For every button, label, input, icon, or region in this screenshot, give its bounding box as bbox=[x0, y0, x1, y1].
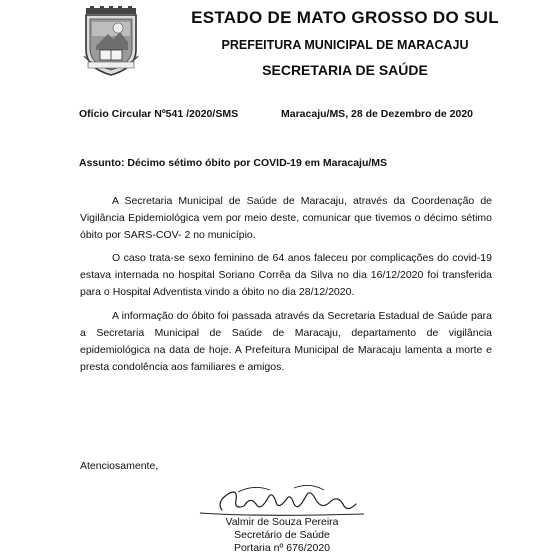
city-hall-heading: PREFEITURA MUNICIPAL DE MARACAJU bbox=[221, 38, 469, 52]
place-date: Maracaju/MS, 28 de Dezembro de 2020 bbox=[281, 108, 473, 120]
subject-line: Assunto: Décimo sétimo óbito por COVID-19 em Maracaju/MS bbox=[79, 157, 388, 169]
coat-of-arms-icon bbox=[82, 6, 140, 76]
department-heading: SECRETARIA DE SAÚDE bbox=[262, 62, 428, 78]
signer-ordinance: Portaria nº 676/2020 bbox=[233, 542, 331, 554]
signer-name: Valmir de Souza Pereira bbox=[225, 516, 339, 528]
closing-salutation: Atenciosamente, bbox=[80, 460, 159, 472]
body-paragraph-1: A Secretaria Municipal de Saúde de Maracaju, através da Coordenação de Vigilância Epidemiológica vem por meio deste, comunicar que tivemos o décimo sétimo óbito por SARS-COV- 2 no município. bbox=[80, 195, 492, 241]
document-number: Ofício Circular Nº541 /2020/SMS bbox=[79, 108, 239, 120]
body-paragraph-3: A informação do óbito foi passada através da Secretaria Estadual de Saúde para a Secretaria Municipal de Saúde de Maracaju, departamento de vigilância epidemiológica na data de hoje. A Prefeitura Municipal de Maracaju lamenta a morte e presta condolência aos familiares e amigos. bbox=[80, 310, 492, 373]
signer-title: Secretário de Saúde bbox=[234, 529, 330, 541]
body-paragraph-2: O caso trata-se sexo feminino de 64 anos faleceu por complicações do covid-19 estava internada no hospital Soriano Corrêa da Silva no dia 16/12/2020 foi transferida para o Hospital Adventista vindo a óbito no dia 28/12/2020. bbox=[80, 252, 492, 298]
state-heading: ESTADO DE MATO GROSSO DO SUL bbox=[191, 8, 499, 27]
